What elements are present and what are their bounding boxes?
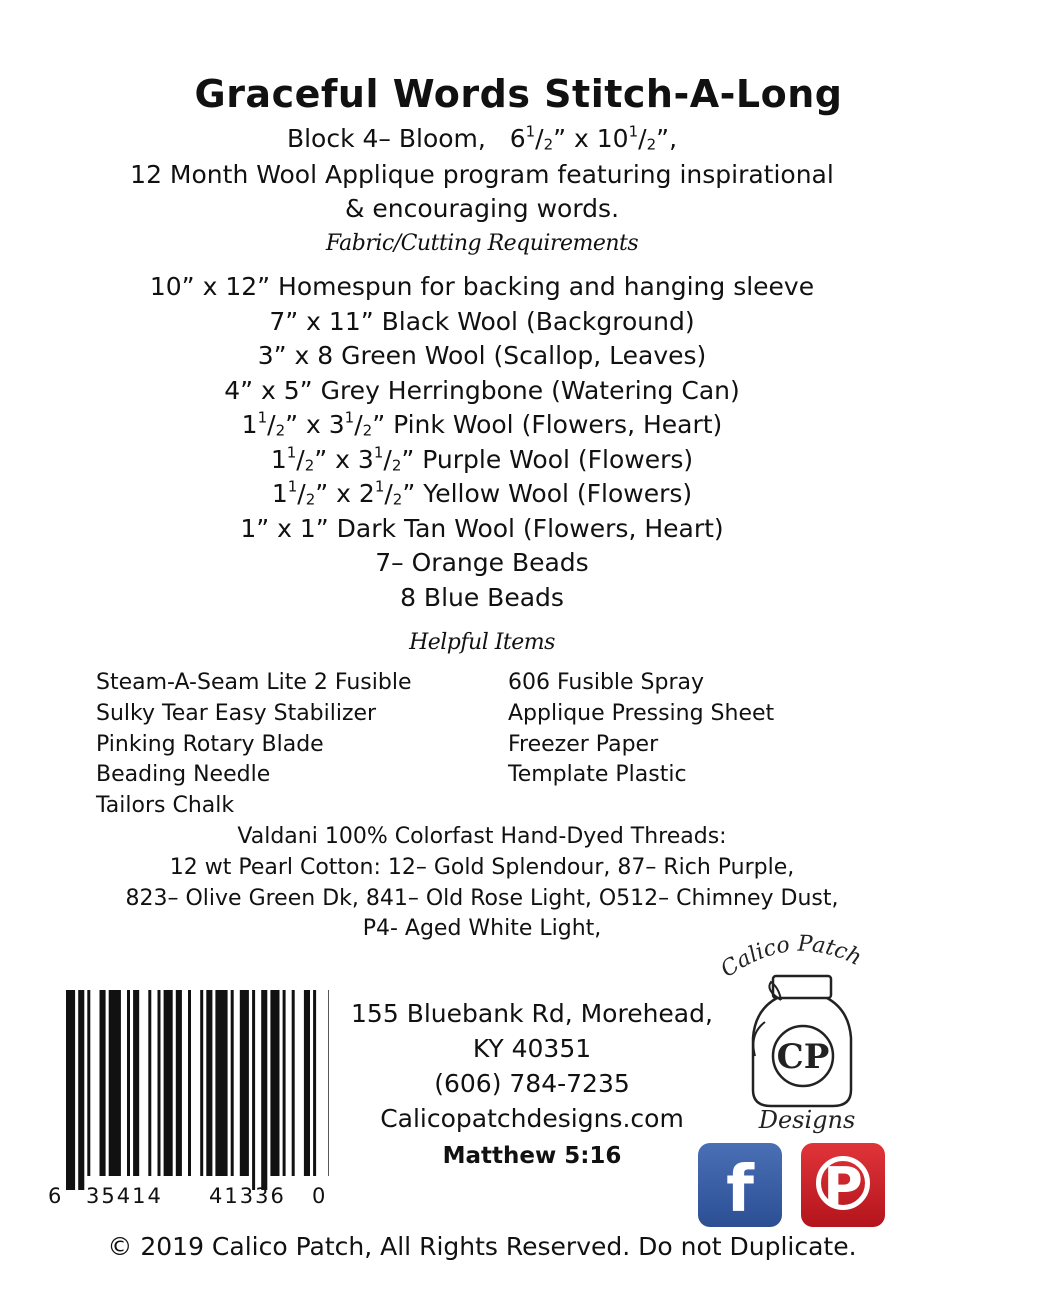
requirement-item: 7– Orange Beads (375, 548, 589, 577)
block-suffix: ”, (656, 124, 678, 153)
barcode-bar (270, 990, 279, 1176)
helpful-item: Tailors Chalk (96, 793, 235, 819)
thread-line: P4- Aged White Light, (362, 916, 602, 942)
bible-verse: Matthew 5:16 (442, 1143, 622, 1169)
barcode-bar (100, 990, 106, 1176)
helpful-item: Steam-A-Seam Lite 2 Fusible (96, 670, 412, 695)
thread-line: 823– Olive Green Dk, 841– Old Rose Light, O512– Chimney Dust, (125, 885, 839, 911)
barcode-first-digit: 6 (48, 1184, 62, 1208)
fraction-denominator: 2 (362, 421, 373, 440)
barcode-bar (109, 990, 121, 1176)
fraction-denominator: 2 (391, 455, 402, 474)
barcode-right-digits: 41336 (209, 1184, 286, 1208)
barcode-bar (176, 990, 182, 1176)
barcode-bar (78, 990, 84, 1190)
requirement-item: 4” x 5” Grey Herringbone (Watering Can) (224, 375, 740, 405)
fabric-requirements-heading: Fabric/Cutting Requirements (325, 231, 639, 256)
barcode-bar (87, 990, 90, 1176)
barcode-bar (133, 990, 139, 1176)
requirement-item: $1^1/_2$” x $3^1/_2$” Pink Wool (Flowers, Heart) (241, 408, 723, 440)
requirement-item: 7” x 11” Black Wool (Background) (269, 306, 695, 336)
barcode-bar (252, 990, 255, 1190)
website-link[interactable]: Calicopatchdesigns.com (380, 1104, 684, 1133)
helpful-items-left (96, 668, 412, 822)
pinterest-icon[interactable] (801, 1143, 885, 1227)
program-line: & encouraging words. (344, 194, 620, 223)
program-line: 12 Month Wool Applique program featuring inspirational (130, 160, 834, 189)
fraction-denominator: 2 (392, 490, 403, 509)
facebook-icon[interactable] (698, 1143, 782, 1227)
barcode-last-digit: 0 (312, 1184, 326, 1208)
requirement-item: 1” x 1” Dark Tan Wool (Flowers, Heart) (240, 513, 724, 543)
fraction-numerator: 1 (287, 477, 298, 496)
barcode-bar (188, 990, 191, 1176)
helpful-items-heading: Helpful Items (409, 630, 555, 655)
barcode-bar (231, 990, 234, 1176)
block-x: ” x 10 (553, 124, 629, 153)
requirement-item: $1^1/_2$” x $2^1/_2$” Yellow Wool (Flowers) (271, 477, 693, 509)
block-width-whole: 6 (509, 124, 526, 153)
requirement-item: 10” x 12” Homespun for backing and hanging sleeve (149, 272, 815, 301)
block-width-den: 2 (543, 135, 554, 154)
helpful-item: Applique Pressing Sheet (508, 700, 775, 726)
requirement-item: $1^1/_2$” x $3^1/_2$” Purple Wool (Flowers) (270, 443, 694, 474)
calico-patch-logo (715, 930, 875, 1135)
helpful-item: Template Plastic (508, 762, 687, 788)
thread-list (0, 822, 964, 945)
barcode-bar (158, 990, 161, 1176)
logo-monogram: CP (776, 1037, 830, 1077)
barcode-bar (148, 990, 151, 1176)
program-description (0, 158, 964, 226)
helpful-item: Pinking Rotary Blade (96, 731, 324, 757)
barcode-bar (200, 990, 203, 1176)
block-height-den: 2 (646, 135, 657, 154)
logo-top-text: Calico Patch (716, 931, 866, 983)
barcode-bar (127, 990, 130, 1176)
barcode-bar (164, 990, 173, 1176)
block-name: Block 4– Bloom, (286, 124, 486, 153)
fraction-numerator: 1 (257, 408, 268, 427)
fraction-denominator: 2 (305, 490, 316, 509)
phone-number: (606) 784-7235 (434, 1069, 630, 1098)
thread-line: Valdani 100% Colorfast Hand-Dyed Threads: (237, 824, 727, 849)
barcode-bar (66, 990, 75, 1190)
pattern-title: Graceful Words Stitch-A-Long (194, 72, 843, 116)
barcode-bar (261, 990, 267, 1190)
barcode-left-digits: 35414 (86, 1184, 163, 1208)
helpful-items-right (508, 668, 774, 791)
address-state-zip: KY 40351 (472, 1034, 592, 1063)
block-size-line: Block 4– Bloom, $6^1/_2$” x $10^1/_2$”, (286, 122, 678, 154)
fraction-numerator: 1 (344, 408, 355, 427)
block-width-num: 1 (525, 122, 536, 141)
helpful-item: 606 Fusible Spray (508, 670, 705, 695)
fraction-numerator: 1 (286, 443, 297, 461)
pinterest-glyph: P (823, 1155, 863, 1219)
block-height-num: 1 (628, 122, 639, 141)
facebook-glyph: f (726, 1153, 754, 1227)
requirements-list (0, 270, 964, 615)
barcode-bar (240, 990, 249, 1176)
address-street: 155 Bluebank Rd, Morehead, (351, 999, 713, 1028)
copyright-notice: © 2019 Calico Patch, All Rights Reserved. Do not Duplicate. (107, 1232, 857, 1261)
fraction-denominator: 2 (304, 455, 315, 474)
helpful-item: Beading Needle (96, 762, 271, 788)
helpful-item: Sulky Tear Easy Stabilizer (96, 700, 377, 726)
fraction-denominator: 2 (275, 421, 286, 440)
barcode-bar (206, 990, 212, 1176)
requirement-item: 8 Blue Beads (400, 582, 564, 612)
fraction-numerator: 1 (374, 477, 385, 496)
logo-bottom-text: Designs (758, 1106, 856, 1134)
barcode-bar (215, 990, 227, 1176)
thread-line: 12 wt Pearl Cotton: 12– Gold Splendour, 87– Rich Purple, (169, 854, 795, 880)
helpful-item: Freezer Paper (508, 731, 659, 757)
requirement-item: 3” x 8 Green Wool (Scallop, Leaves) (257, 341, 707, 370)
contact-address (280, 996, 784, 1136)
fraction-numerator: 1 (373, 443, 384, 461)
